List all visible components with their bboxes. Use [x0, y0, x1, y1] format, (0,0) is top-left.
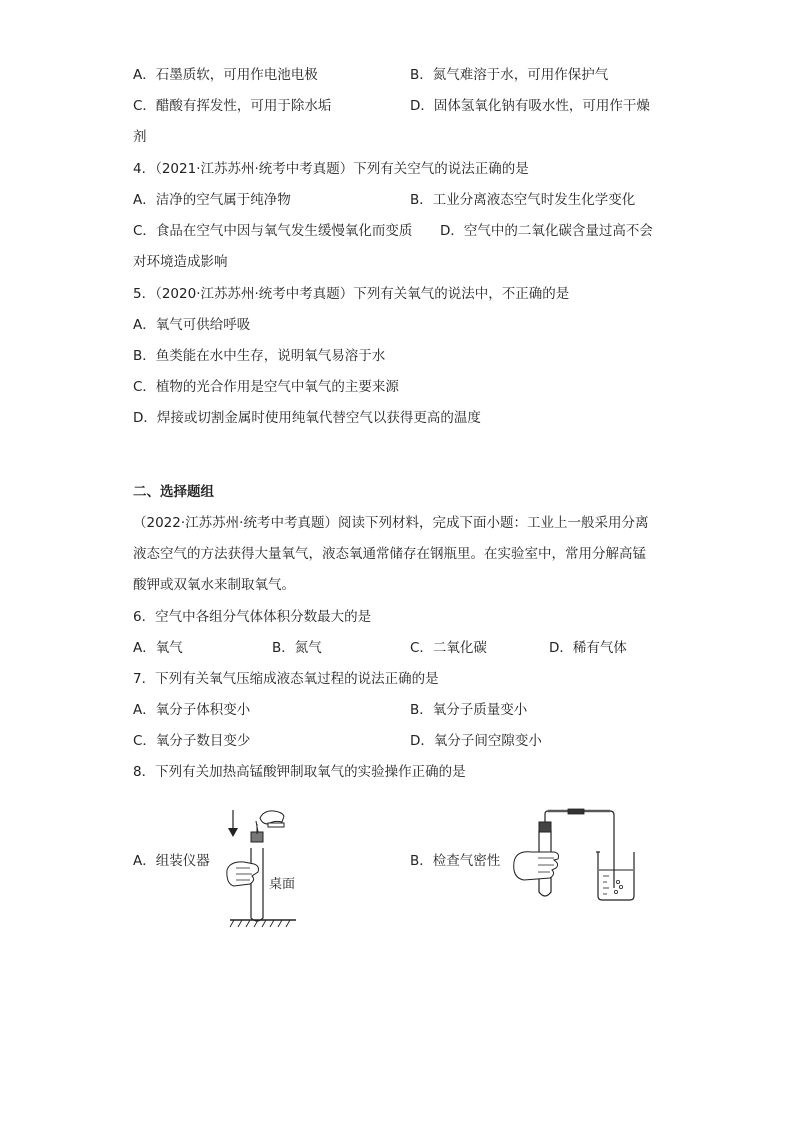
q3-option-b: B．氮气难溶于水，可用作保护气 [410, 67, 609, 83]
q6-stem: 6．空气中各组分气体体积分数最大的是 [133, 609, 372, 625]
q4-option-d: D．空气中的二氧化碳含量过高不会 [440, 223, 653, 239]
section-intro-line1: （2022·江苏苏州·统考中考真题）阅读下列材料，完成下面小题：工业上一般采用分离 [133, 515, 649, 531]
q6-option-a: A．氧气 [133, 640, 183, 656]
q6-option-b: B．氮气 [272, 640, 322, 656]
q8-stem: 8．下列有关加热高锰酸钾制取氧气的实验操作正确的是 [133, 764, 466, 780]
q5-option-d: D．焊接或切割金属时使用纯氧代替空气以获得更高的温度 [133, 410, 481, 426]
q8-option-a: A．组装仪器 [133, 853, 210, 869]
q6-option-d: D．稀有气体 [549, 640, 627, 656]
q5-option-a: A．氧气可供给呼吸 [133, 317, 251, 333]
q7-option-a: A．氧分子体积变小 [133, 702, 251, 718]
q3-option-d: D．固体氢氧化钠有吸水性，可用作干燥 [410, 98, 650, 114]
section-heading: 二、选择题组 [133, 484, 214, 500]
figure-table-label: 桌面 [269, 877, 296, 892]
q5-option-b: B．鱼类能在水中生存，说明氧气易溶于水 [133, 348, 386, 364]
q4-option-d-cont: 对环境造成影响 [133, 254, 228, 270]
q5-stem: 5．（2020·江苏苏州·统考中考真题）下列有关氧气的说法中，不正确的是 [133, 286, 570, 302]
q4-stem: 4．（2021·江苏苏州·统考中考真题）下列有关空气的说法正确的是 [133, 161, 529, 177]
q3-option-c: C．醋酸有挥发性，可用于除水垢 [133, 98, 332, 114]
figure-assemble-apparatus [222, 806, 302, 928]
q7-option-c: C．氧分子数目变少 [133, 733, 251, 749]
q7-stem: 7．下列有关氧气压缩成液态氧过程的说法正确的是 [133, 671, 439, 687]
q3-option-d-cont: 剂 [133, 129, 147, 145]
q4-option-c: C．食品在空气中因与氧气发生缓慢氧化而变质 [133, 223, 413, 239]
figure-airtightness-check [510, 808, 650, 904]
q8-option-b: B．检查气密性 [410, 853, 501, 869]
q7-option-b: B．氧分子质量变小 [410, 702, 528, 718]
q7-option-d: D．氧分子间空隙变小 [410, 733, 542, 749]
q6-option-c: C．二氧化碳 [410, 640, 487, 656]
q5-option-c: C．植物的光合作用是空气中氧气的主要来源 [133, 379, 399, 395]
q4-option-a: A．洁净的空气属于纯净物 [133, 192, 291, 208]
section-intro-line2: 液态空气的方法获得大量氧气，液态氧通常储存在钢瓶里。在实验室中，常用分解高锰 [133, 546, 646, 562]
q4-option-b: B．工业分离液态空气时发生化学变化 [410, 192, 636, 208]
q3-option-a: A．石墨质软，可用作电池电极 [133, 67, 318, 83]
section-intro-line3: 酸钾或双氧水来制取氧气。 [133, 577, 295, 593]
